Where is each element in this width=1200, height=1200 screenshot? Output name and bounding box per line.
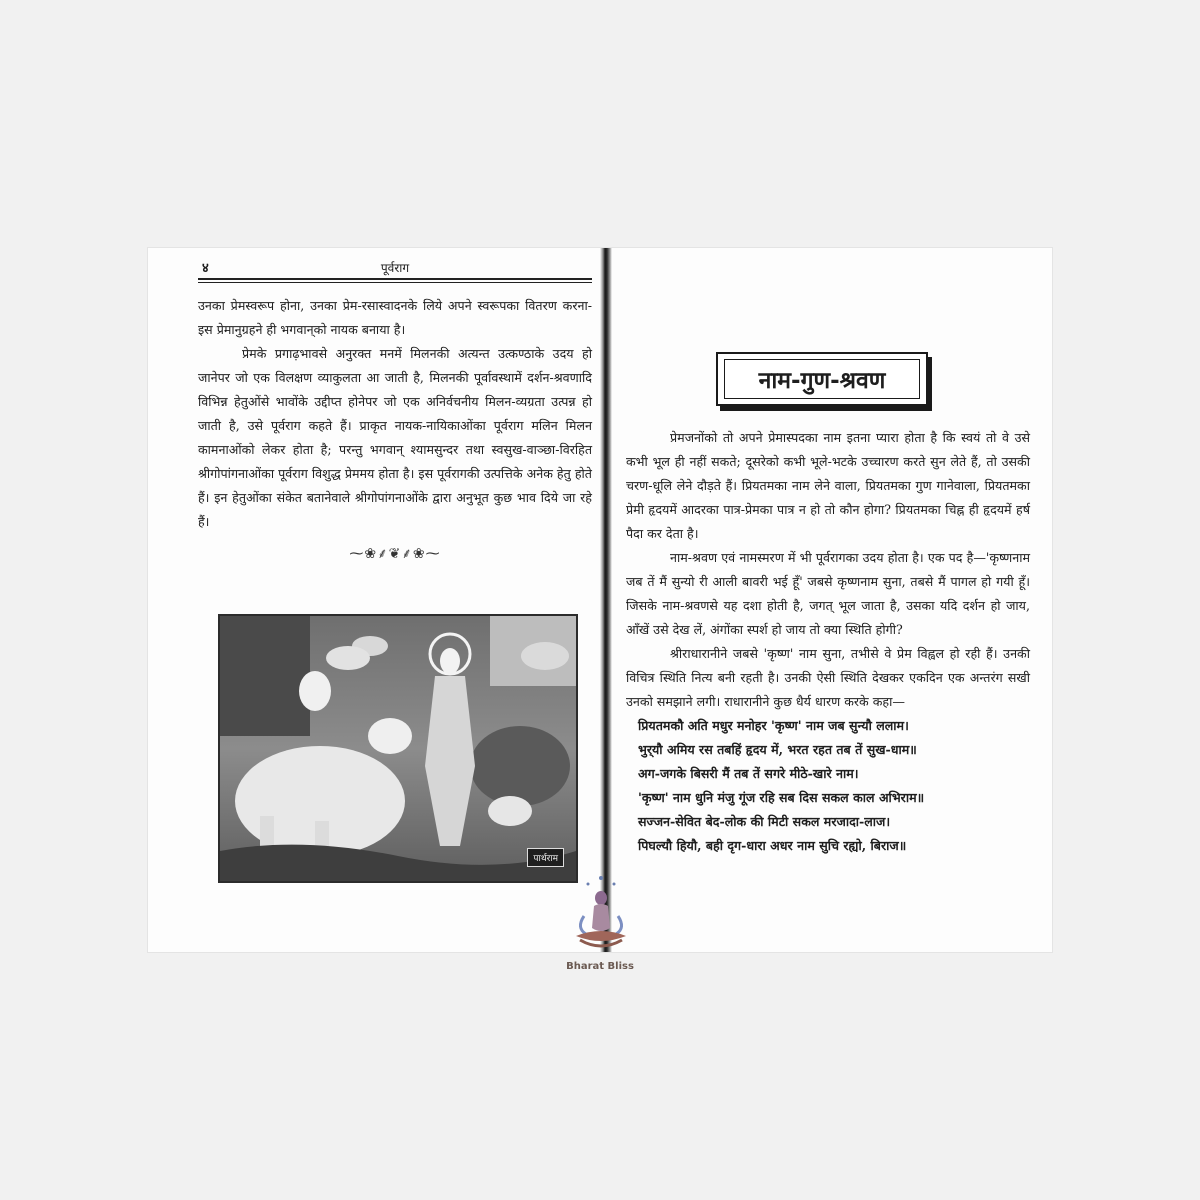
verse-line: सज्जन-सेवित बेद-लोक की मिटी सकल मरजादा-लाज। — [638, 814, 891, 829]
book-gutter — [600, 248, 612, 952]
page-number: ४ — [202, 261, 209, 276]
paragraph: नाम-श्रवण एवं नामस्मरण में भी पूर्वरागका उदय होता है। एक पद है—'कृष्णनाम जब तें मैं सुन्यो री आली बावरी भई हूँ' जबसे कृष्णनाम सुना, तबसे मैं पागल हो गयी हूँ। जिसके नाम-श्रवणसे यह दशा होती है, जगत् भूल जाता है, उसका यदि दर्शन हो जाय, आँखें उसे देख लें, अंगोंका स्पर्श हो जाय तो क्या स्थिति होगी? — [626, 550, 1030, 637]
paragraph: श्रीराधारानीने जबसे 'कृष्ण' नाम सुना, तभीसे वे प्रेम विह्वल हो रही हैं। उनकी विचित्र स्थिति नित्य बनी रहती है। उनकी ऐसी स्थिति देखकर एकदिन एक अन्तरंग सखी उनको समझाने लगी। राधारानीने कुछ धैर्य धारण करके कहा— — [626, 646, 1030, 709]
running-head — [198, 256, 592, 280]
illustration-caption: पार्थराम — [527, 848, 564, 867]
left-page — [198, 256, 592, 563]
book-spread — [148, 248, 1052, 952]
krishna-cows-illustration — [218, 614, 578, 883]
paragraph: प्रेमके प्रगाढ़भावसे अनुरक्त मनमें मिलनकी अत्यन्त उत्कण्ठाके उदय हो जानेपर जो एक विलक्षण व्याकुलता आ जाती है, मिलनकी पूर्वावस्थामें दर्शन-श्रवणादि विभिन्न हेतुओंसे भावोंके उद्दीप्त होनेपर जो एक अनिर्वचनीय मिलन-व्यग्रता उत्पन्न हो जाती है, उसे पूर्वराग कहते हैं। प्राकृत नायक-नायिकाओंका पूर्वराग मलिन मिलन कामनाओंको लेकर होता है; परन्तु भगवान् श्यामसुन्दर तथा स्वसुख-वाञ्छा-विरहित श्रीगोपांगनाओंका पूर्वराग विशुद्ध प्रेममय होता है। इस पूर्वरागकी उत्पत्तिके अनेक हेतु होते हैं। इन हेतुओंका संकेत बतानेवाले श्रीगोपांगनाओंके द्वारा अनुभूत कुछ भाव दिये जा रहे हैं। — [198, 346, 592, 529]
meditation-logo-icon — [566, 868, 636, 968]
running-title: पूर्वराग — [380, 261, 410, 275]
verse-line: भुर्‌यौ अमिय रस तबहिं हृदय में, भरत रहत तब तें सुख-धाम॥ — [638, 742, 917, 757]
verse-line: पिघल्यौ हियौ, बही दृग-धारा अधर नाम सुचि रह्यो, बिराज॥ — [638, 838, 907, 853]
watermark-brand: Bharat Bliss — [566, 961, 634, 972]
chapter-title: नाम-गुण-श्रवण — [724, 359, 920, 399]
paragraph: प्रेमजनोंको तो अपने प्रेमास्पदका नाम इतना प्यारा होता है कि स्वयं तो वे उसे कभी भूल ही नहीं सकते; दूसरेको कभी भूले-भटके उच्चारण करते सुन लेते हैं, तो उसकी चरण-धूलि लेने दौड़ते हैं। प्रियतमका नाम लेने वाला, प्रियतमका गुण गानेवाला, प्रियतमका प्रेमी हृदयमें आदरका पात्र-प्रेमका पात्र न हो तो कौन होगा? प्रियतमका चिह्न ही हृदयमें हर्ष पैदा कर देता है। — [626, 430, 1030, 541]
right-body-text — [626, 426, 1030, 858]
verse-line: अग-जगके बिसरी मैं तब तें सगरे मीठे-खारे नाम। — [638, 766, 859, 781]
verse-line: 'कृष्ण' नाम धुनि मंजु गूंज रहि सब दिस सकल काल अभिराम॥ — [638, 790, 925, 805]
verse-line: प्रियतमकौ अति मधुर मनोहर 'कृष्ण' नाम जब सुन्यौ ललाम। — [638, 718, 909, 733]
paragraph: उनका प्रेमस्वरूप होना, उनका प्रेम-रसास्वादनके लिये अपने स्वरूपका वितरण करना- इस प्रेमानुग्रहने ही भगवान्‌को नायक बनाया है। — [198, 298, 592, 337]
ornament-divider: ⁓❀⸙❦⸙❀⁓ — [349, 546, 441, 562]
left-body-text — [198, 294, 592, 534]
chapter-title-box — [716, 352, 928, 406]
verse-block — [626, 714, 1030, 858]
